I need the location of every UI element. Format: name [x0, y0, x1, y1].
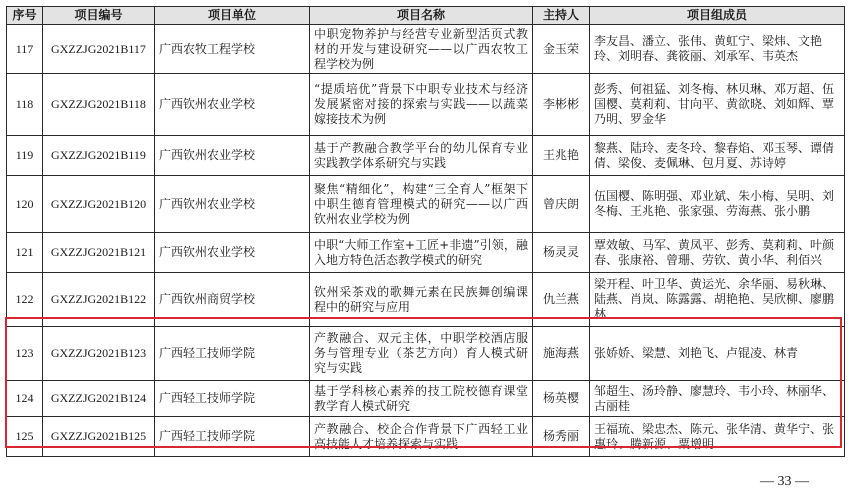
cell-project-title: “提质培优”背景下中职专业技术与经济发展紧密对接的探索与实践——以蔬菜嫁接技术为例 — [310, 74, 533, 136]
page-number: — 33 — — [760, 474, 809, 489]
header-project-unit: 项目单位 — [155, 7, 310, 25]
cell-project-code: GXZZJG2021B118 — [43, 74, 155, 136]
cell-project-code: GXZZJG2021B122 — [43, 273, 155, 327]
cell-index: 124 — [7, 381, 43, 417]
cell-host: 曾庆朗 — [533, 176, 590, 233]
cell-host: 李彬彬 — [533, 74, 590, 136]
cell-project-code: GXZZJG2021B120 — [43, 176, 155, 233]
cell-host: 杨秀丽 — [533, 417, 590, 457]
cell-project-title: 基于产教融合教学平台的幼儿保育专业实践教学体系研究与实践 — [310, 136, 533, 176]
cell-project-title: 产教融合、校企合作背景下广西轻工业高技能人才培养探索与实践 — [310, 417, 533, 457]
table-row — [7, 327, 845, 381]
cell-index: 122 — [7, 273, 43, 327]
table-row — [7, 273, 845, 327]
table-row — [7, 233, 845, 273]
cell-project-title: 产教融合、双元主体，中职学校酒店服务与管理专业（茶艺方向）育人模式研究与实践 — [310, 327, 533, 381]
table-row — [7, 417, 845, 457]
cell-project-unit: 广西钦州农业学校 — [155, 233, 310, 273]
header-host: 主持人 — [533, 7, 590, 25]
cell-host: 王兆艳 — [533, 136, 590, 176]
cell-members: 黎燕、陆玲、麦冬玲、黎春焰、邓玉琴、谭倩倩、梁俊、麦佩琳、包月夏、苏诗婷 — [590, 136, 845, 176]
cell-project-unit: 广西轻工技师学院 — [155, 327, 310, 381]
table-header-row — [7, 7, 845, 25]
table-row — [7, 25, 845, 74]
cell-project-code: GXZZJG2021B117 — [43, 25, 155, 74]
cell-project-code: GXZZJG2021B125 — [43, 417, 155, 457]
cell-index: 118 — [7, 74, 43, 136]
cell-members: 覃效敏、马军、黄凤平、彭秀、莫莉莉、叶颜春、张康裕、曾珊、劳钦、黄小华、利佰兴 — [590, 233, 845, 273]
cell-members: 王福琉、梁忠杰、陈元、张华清、黄华宁、张惠玲、腾新源、粟增明 — [590, 417, 845, 457]
cell-project-unit: 广西轻工技师学院 — [155, 417, 310, 457]
cell-host: 杨灵灵 — [533, 233, 590, 273]
cell-project-unit: 广西钦州农业学校 — [155, 136, 310, 176]
cell-members: 张娇娇、梁慧、刘艳飞、卢锟凌、林青 — [590, 327, 845, 381]
cell-members: 彭秀、何祖猛、刘冬梅、林贝琳、邓万超、伍国樱、莫莉莉、甘向平、黄欲晓、刘如辉、覃乃明、罗金华 — [590, 74, 845, 136]
project-table — [6, 6, 845, 457]
table-row — [7, 136, 845, 176]
header-project-code: 项目编号 — [43, 7, 155, 25]
cell-index: 123 — [7, 327, 43, 381]
cell-index: 121 — [7, 233, 43, 273]
cell-project-code: GXZZJG2021B123 — [43, 327, 155, 381]
cell-host: 仇兰燕 — [533, 273, 590, 327]
header-index: 序号 — [7, 7, 43, 25]
cell-project-unit: 广西钦州商贸学校 — [155, 273, 310, 327]
cell-members: 邹超生、汤玲静、廖慧玲、韦小玲、林丽华、古丽桂 — [590, 381, 845, 417]
cell-members: 李友昌、潘立、张伟、黄虹宁、梁炜、文艳玲、刘明春、龚筱丽、刘承军、韦英杰 — [590, 25, 845, 74]
header-project-title: 项目名称 — [310, 7, 533, 25]
cell-project-title: 中职宠物养护与经营专业新型活页式教材的开发与建设研究——以广西农牧工程学校为例 — [310, 25, 533, 74]
table-row — [7, 74, 845, 136]
cell-members: 梁开程、叶卫华、黄运光、余华丽、易秋琳、陆燕、肖岚、陈露露、胡艳艳、吴欣柳、廖鹏林 — [590, 273, 845, 327]
cell-project-title: 基于学科核心素养的技工院校德育课堂教学育人模式研究 — [310, 381, 533, 417]
cell-project-title: 聚焦“精细化”，构建“三全育人”框架下中职生德育管理模式的研究——以广西钦州农业学校为例 — [310, 176, 533, 233]
cell-host: 施海燕 — [533, 327, 590, 381]
table-row — [7, 381, 845, 417]
cell-index: 117 — [7, 25, 43, 74]
cell-project-title: 中职“大师工作室+工匠+非遗”引领，融入地方特色活态教学模式的研究 — [310, 233, 533, 273]
cell-index: 120 — [7, 176, 43, 233]
header-members: 项目组成员 — [590, 7, 845, 25]
cell-host: 杨英樱 — [533, 381, 590, 417]
cell-project-title: 钦州采茶戏的歌舞元素在民族舞创编课程中的研究与应用 — [310, 273, 533, 327]
cell-project-unit: 广西轻工技师学院 — [155, 381, 310, 417]
table-row — [7, 176, 845, 233]
cell-members: 伍国樱、陈明强、邓业斌、朱小梅、吴明、刘冬梅、王兆艳、张家强、劳海燕、张小鹏 — [590, 176, 845, 233]
cell-host: 金玉荣 — [533, 25, 590, 74]
cell-project-unit: 广西钦州农业学校 — [155, 74, 310, 136]
cell-index: 125 — [7, 417, 43, 457]
cell-project-code: GXZZJG2021B121 — [43, 233, 155, 273]
cell-index: 119 — [7, 136, 43, 176]
cell-project-code: GXZZJG2021B119 — [43, 136, 155, 176]
cell-project-unit: 广西农牧工程学校 — [155, 25, 310, 74]
cell-project-unit: 广西钦州农业学校 — [155, 176, 310, 233]
cell-project-code: GXZZJG2021B124 — [43, 381, 155, 417]
